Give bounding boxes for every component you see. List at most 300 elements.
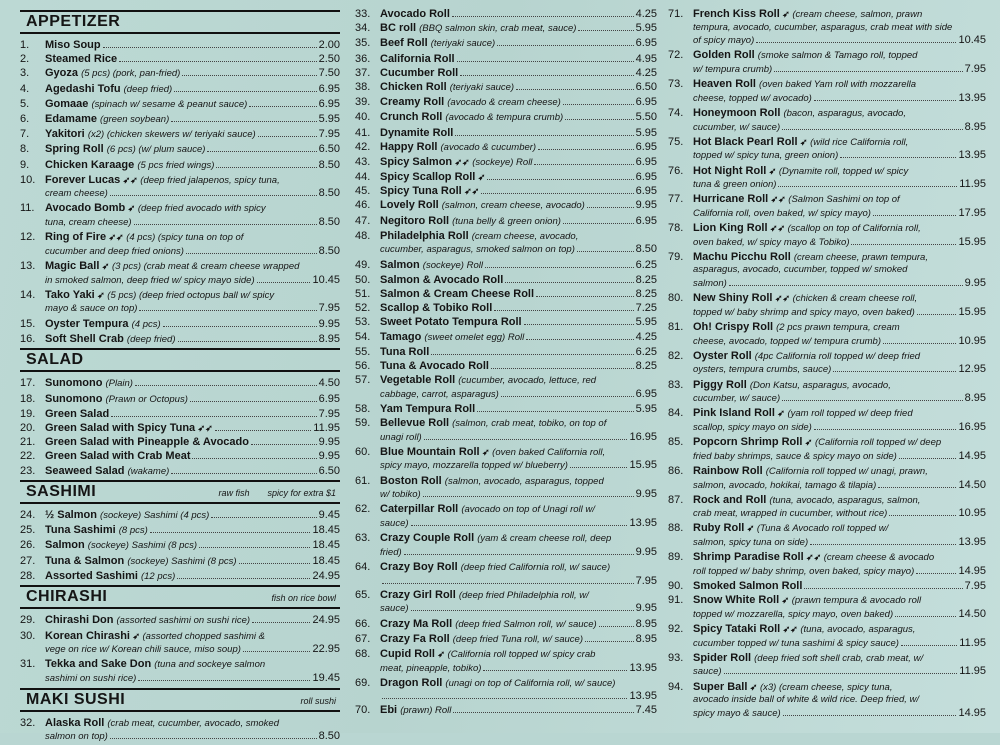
item-description: (salmon, crab meat, tobiko, on top of — [452, 418, 607, 430]
item-text — [45, 658, 265, 672]
item-text — [693, 522, 888, 536]
item-description-line — [45, 245, 340, 259]
item-description-line — [693, 121, 986, 135]
item-description-line — [693, 277, 986, 291]
item-text — [693, 107, 906, 121]
menu-item — [355, 111, 657, 125]
item-name: Blue Mountain Roll — [380, 445, 480, 458]
item-text — [693, 436, 941, 450]
item-description: (12 pcs) — [140, 570, 176, 582]
item-price: 10.95 — [958, 334, 986, 347]
menu-item — [20, 333, 340, 347]
dot-leader — [481, 193, 633, 194]
item-price: 8.25 — [635, 273, 657, 286]
pepper-icon: ➶➶ — [106, 232, 127, 243]
item-body — [693, 436, 986, 463]
item-number: 14. — [20, 288, 36, 301]
pepper-icon: ➶ — [774, 408, 788, 419]
dot-leader — [814, 429, 957, 430]
item-name: Chicken Roll — [380, 80, 447, 93]
item-body — [693, 465, 986, 492]
item-text — [693, 165, 908, 179]
item-description: (teriyaki sauce) — [430, 38, 496, 50]
item-body — [380, 53, 657, 66]
item-description-line — [45, 302, 340, 316]
item-main-line — [45, 202, 340, 216]
item-description-text: cabbage, carrot, asparagus) — [380, 388, 499, 400]
item-description: (avocado on top of Unagi roll w/ — [461, 504, 595, 516]
menu-item — [20, 555, 340, 569]
item-description: (4 pcs) — [131, 318, 161, 330]
item-main-line — [380, 475, 657, 489]
item-name: Oyster Tempura — [45, 317, 129, 330]
item-text — [693, 251, 928, 265]
item-main-line — [45, 113, 340, 127]
menu-item — [355, 22, 657, 36]
item-name: Spicy Tuna Roll — [380, 185, 462, 198]
item-text — [693, 8, 922, 22]
menu-item — [355, 171, 657, 184]
item-number: 20. — [20, 421, 36, 434]
dot-leader — [460, 75, 633, 76]
item-description: (wakame) — [127, 465, 170, 477]
menu-item — [355, 346, 657, 359]
item-description: (avocado & cucumber) — [440, 141, 537, 153]
item-description: (assorted chopped sashimi & — [142, 630, 266, 642]
item-name: Seaweed Salad — [45, 464, 125, 477]
item-main-line — [45, 524, 340, 538]
item-body — [45, 318, 340, 332]
menu-item — [355, 618, 657, 632]
item-main-line — [693, 623, 986, 637]
item-description: (x2) (chicken skewers w/ teriyaki sauce) — [87, 129, 256, 141]
dot-leader — [252, 622, 310, 623]
item-text — [380, 215, 561, 229]
dot-leader — [382, 698, 627, 699]
item-main-line — [45, 539, 340, 553]
item-text — [693, 681, 892, 695]
item-body — [380, 230, 657, 257]
item-number: 80. — [668, 292, 684, 305]
dot-leader — [578, 30, 633, 31]
item-body — [693, 580, 986, 593]
item-main-line — [380, 22, 657, 36]
item-description-line — [693, 507, 986, 521]
item-number: 16. — [20, 332, 36, 345]
item-number: 72. — [668, 49, 684, 62]
item-description-text: sauce) — [380, 603, 409, 615]
item-description-line — [45, 216, 340, 230]
item-number: 26. — [20, 539, 36, 552]
item-body — [380, 111, 657, 125]
dot-leader — [171, 473, 316, 474]
item-price: 6.50 — [318, 464, 340, 477]
item-description-text: roll topped w/ baby shrimp, oven baked, spicy mayo) — [693, 565, 915, 577]
item-text — [45, 509, 209, 523]
item-number: 90. — [668, 580, 684, 593]
item-price: 10.95 — [958, 507, 986, 520]
dot-leader — [103, 47, 317, 48]
menu-item — [355, 316, 657, 329]
section-notes — [218, 488, 336, 498]
menu-item — [668, 193, 986, 220]
item-main-line — [380, 37, 657, 51]
menu-item — [355, 503, 657, 530]
item-main-line — [45, 450, 340, 463]
item-body — [380, 532, 657, 559]
item-description-text: cucumber topped w/ tuna sashimi & spicy sauce) — [693, 637, 899, 649]
item-description: (deep fried jalapenos, spicy tuna, — [140, 174, 280, 186]
item-description: (tuna belly & green onion) — [452, 215, 561, 227]
item-number: 40. — [355, 111, 371, 124]
item-description: (California roll topped w/ deep — [814, 437, 942, 449]
item-description: (California roll topped w/ spicy crab — [447, 648, 596, 660]
item-main-line — [45, 67, 340, 81]
dot-leader — [895, 616, 956, 617]
menu-item — [668, 436, 986, 463]
item-number: 32. — [20, 716, 36, 729]
item-text — [45, 630, 265, 644]
item-text — [45, 143, 205, 157]
item-body — [693, 193, 986, 220]
menu-item — [668, 594, 986, 621]
item-main-line — [380, 633, 657, 647]
item-price: 8.95 — [635, 632, 657, 645]
dot-leader — [729, 285, 963, 286]
item-price: 8.50 — [318, 730, 340, 743]
item-text — [380, 156, 532, 170]
item-name: Tuna & Salmon — [45, 554, 125, 567]
item-number: 74. — [668, 106, 684, 119]
item-description-text: spicy mayo, mozzarella topped w/ blueberry) — [380, 460, 568, 472]
item-body — [380, 81, 657, 95]
item-description: (deep fried) — [123, 83, 173, 95]
dot-leader — [110, 195, 317, 196]
item-price: 6.95 — [635, 214, 657, 227]
item-main-line — [693, 580, 986, 593]
item-number: 21. — [20, 436, 36, 449]
item-number: 65. — [355, 588, 371, 601]
item-name: Green Salad — [45, 407, 110, 420]
item-text — [45, 465, 169, 479]
item-text — [45, 450, 190, 463]
item-main-line — [380, 677, 657, 691]
item-text — [45, 570, 175, 584]
item-main-line — [380, 417, 657, 431]
dot-leader — [878, 487, 956, 488]
dot-leader — [453, 712, 633, 713]
item-number: 36. — [355, 52, 371, 65]
item-name: California Roll — [380, 52, 455, 65]
dot-leader — [207, 151, 316, 152]
item-description-text: cucumber, asparagus, smoked salmon on top) — [380, 244, 575, 256]
item-main-line — [45, 555, 340, 569]
item-description: (yam & cream cheese roll, deep — [477, 533, 612, 545]
menu-column-3 — [668, 8, 986, 722]
pepper-icon: ➶ — [99, 261, 112, 272]
item-text — [380, 230, 578, 244]
item-main-line — [380, 704, 657, 718]
item-number: 52. — [355, 302, 371, 315]
item-body — [693, 522, 986, 549]
item-body — [45, 377, 340, 391]
menu-item — [355, 37, 657, 51]
item-body — [693, 623, 986, 650]
menu-item — [668, 165, 986, 192]
item-name: Spicy Scallop Roll — [380, 171, 476, 184]
item-number: 73. — [668, 78, 684, 91]
menu-item — [355, 648, 657, 675]
item-number: 31. — [20, 658, 36, 671]
item-name: Beef Roll — [380, 37, 428, 50]
item-text — [380, 274, 503, 287]
pepper-icon: ➶➶ — [452, 156, 473, 167]
item-body — [693, 251, 986, 291]
item-name: French Kiss Roll — [693, 8, 780, 20]
item-price: 9.95 — [635, 545, 657, 558]
item-description-line — [693, 207, 986, 221]
dot-leader — [249, 106, 316, 107]
item-price: 11.95 — [313, 421, 340, 434]
item-text — [45, 524, 148, 538]
item-price: 24.95 — [312, 569, 340, 582]
item-text — [380, 677, 615, 691]
item-description: (4 pcs) (spicy tuna on top of — [126, 232, 244, 244]
item-description-text: fried) — [380, 546, 402, 558]
item-description: (spinach w/ sesame & peanut sauce) — [91, 98, 248, 110]
item-price: 15.95 — [629, 459, 657, 472]
item-number: 17. — [20, 377, 36, 390]
item-name: Honeymoon Roll — [693, 106, 781, 119]
item-text — [45, 408, 109, 421]
item-price: 11.95 — [959, 178, 986, 191]
menu-item — [355, 259, 657, 273]
item-description: (4pc California roll topped w/ deep fried — [754, 350, 921, 362]
item-body — [45, 524, 340, 538]
item-body — [380, 346, 657, 359]
item-description: (Prawn or Octopus) — [105, 393, 188, 405]
item-name: Hot Night Roll — [693, 164, 767, 177]
item-body — [380, 67, 657, 80]
item-description-text: California roll, oven baked, w/ spicy mayo) — [693, 207, 871, 219]
section-header — [20, 480, 340, 504]
menu-item — [355, 589, 657, 616]
dot-leader — [411, 525, 628, 526]
item-number: 83. — [668, 378, 684, 391]
pepper-icon: ➶ — [779, 595, 792, 606]
menu-item — [668, 107, 986, 134]
item-text — [693, 594, 921, 608]
item-description-line — [693, 149, 986, 163]
dot-leader — [778, 186, 957, 187]
menu-item — [20, 318, 340, 332]
item-body — [45, 67, 340, 81]
item-number: 37. — [355, 66, 371, 79]
menu-item — [355, 302, 657, 315]
item-price: 16.95 — [958, 420, 986, 433]
item-main-line — [693, 522, 986, 536]
item-price: 6.95 — [318, 97, 340, 110]
item-main-line — [380, 199, 657, 213]
item-price: 5.95 — [635, 316, 657, 329]
item-number: 27. — [20, 554, 36, 567]
item-main-line — [693, 165, 986, 179]
item-price: 9.95 — [635, 602, 657, 615]
item-description-text: vege on rice w/ Korean chili sauce, miso soup) — [45, 644, 241, 656]
dot-leader — [135, 385, 317, 386]
menu-item — [20, 260, 340, 287]
dot-leader — [534, 164, 633, 165]
item-name: Chirashi Don — [45, 614, 114, 627]
item-price: 9.95 — [635, 488, 657, 501]
item-number: 60. — [355, 445, 371, 458]
item-description: (deep fried Philadelphia roll, w/ — [458, 589, 589, 601]
dot-leader — [477, 411, 633, 412]
dot-leader — [138, 680, 310, 681]
item-price: 5.95 — [635, 402, 657, 415]
item-description-line — [380, 690, 657, 703]
item-name: Magic Ball — [45, 260, 100, 273]
item-description: (Salmon Sashimi on top of — [788, 194, 900, 206]
item-description: (smoke salmon & Tamago roll, topped — [757, 50, 918, 62]
item-description: (5 pcs) (deep fried octopus ball w/ spicy — [107, 289, 275, 301]
item-body — [380, 475, 657, 502]
item-text — [380, 346, 429, 359]
item-description-text: sauce) — [693, 666, 722, 678]
dot-leader — [889, 515, 956, 516]
item-number: 45. — [355, 185, 371, 198]
item-description: (avocado & tempura crumb) — [445, 112, 564, 124]
item-main-line — [693, 379, 986, 393]
menu-item — [355, 417, 657, 444]
item-body — [693, 78, 986, 105]
pepper-icon: ➶➶ — [768, 194, 789, 205]
item-number: 42. — [355, 140, 371, 153]
pepper-icon: ➶ — [125, 203, 138, 214]
item-description: (deep fried Tuna roll, w/ sauce) — [452, 633, 583, 645]
item-main-line — [45, 436, 340, 449]
pepper-icon: ➶ — [797, 136, 811, 147]
item-description-line — [45, 730, 340, 744]
item-number: 12. — [20, 231, 36, 244]
item-price: 15.95 — [958, 235, 986, 248]
item-description-line — [45, 187, 340, 201]
item-text — [693, 407, 913, 421]
item-name: Green Salad with Crab Meat — [45, 450, 191, 463]
dot-leader — [423, 496, 634, 497]
menu-item — [668, 8, 986, 48]
menu-item — [355, 185, 657, 198]
item-price: 9.95 — [964, 277, 986, 290]
item-text — [45, 614, 250, 628]
pepper-icon: ➶ — [766, 165, 779, 176]
menu-item — [668, 623, 986, 650]
item-body — [45, 53, 340, 66]
item-body — [693, 321, 986, 348]
item-name: Spicy Tataki Roll — [693, 623, 781, 635]
item-main-line — [693, 465, 986, 479]
item-number: 6. — [20, 112, 30, 125]
dot-leader — [171, 121, 316, 122]
item-price: 10.45 — [958, 34, 986, 47]
item-text — [380, 503, 595, 517]
item-price: 6.95 — [318, 392, 340, 405]
item-description-text: topped w/ baby shrimp and spicy mayo, oven baked) — [693, 306, 915, 318]
item-name: Yakitori — [45, 128, 85, 141]
item-main-line — [380, 346, 657, 359]
item-description-line — [693, 479, 986, 493]
item-name: Avocado Roll — [380, 8, 450, 20]
item-main-line — [693, 551, 986, 565]
dot-leader — [883, 343, 956, 344]
item-name: BC roll — [380, 22, 417, 35]
item-name: Rainbow Roll — [693, 464, 763, 477]
item-description: (BBQ salmon skin, crab meat, sauce) — [419, 23, 577, 35]
dot-leader — [251, 444, 317, 445]
item-main-line — [45, 53, 340, 66]
menu-item — [20, 113, 340, 127]
item-body — [45, 202, 340, 229]
item-text — [380, 141, 536, 155]
item-body — [693, 379, 986, 406]
item-number: 89. — [668, 551, 684, 564]
item-price: 4.25 — [635, 8, 657, 20]
menu-item — [668, 292, 986, 319]
item-body — [45, 465, 340, 479]
item-number: 44. — [355, 171, 371, 184]
item-body — [693, 107, 986, 134]
item-price: 6.95 — [635, 387, 657, 400]
item-description-line — [45, 672, 340, 686]
item-description: (x3) (cream cheese, spicy tuna, — [759, 681, 893, 693]
item-body — [380, 316, 657, 329]
item-number: 56. — [355, 359, 371, 372]
item-number: 5. — [20, 97, 30, 110]
dot-leader — [917, 314, 957, 315]
item-number: 1. — [20, 39, 30, 51]
item-description-text: meat, pineapple, tobiko) — [380, 662, 482, 674]
item-number: 58. — [355, 402, 371, 415]
item-description-line — [693, 363, 986, 377]
item-number: 63. — [355, 532, 371, 545]
item-main-line — [380, 331, 657, 345]
dot-leader — [810, 544, 956, 545]
item-name: Ring of Fire — [45, 231, 107, 244]
menu-item — [355, 403, 657, 416]
item-name: Cucumber Roll — [380, 66, 459, 79]
menu-item — [668, 78, 986, 105]
item-number: 88. — [668, 522, 684, 535]
item-main-line — [380, 288, 657, 301]
item-number: 79. — [668, 250, 684, 263]
item-text — [45, 436, 249, 449]
item-number: 86. — [668, 464, 684, 477]
item-body — [45, 436, 340, 449]
item-text — [380, 127, 453, 140]
item-main-line — [693, 107, 986, 121]
item-price: 13.95 — [958, 149, 986, 162]
menu-item — [20, 509, 340, 523]
item-text — [693, 292, 917, 306]
menu-item — [668, 407, 986, 434]
dot-leader — [497, 45, 633, 46]
item-price: 12.95 — [958, 363, 986, 376]
item-name: Salmon & Avocado Roll — [380, 273, 504, 286]
item-text — [380, 22, 576, 36]
section-note: spicy for extra $1 — [267, 488, 336, 499]
item-description-line — [693, 236, 986, 250]
item-price: 14.50 — [958, 478, 986, 491]
